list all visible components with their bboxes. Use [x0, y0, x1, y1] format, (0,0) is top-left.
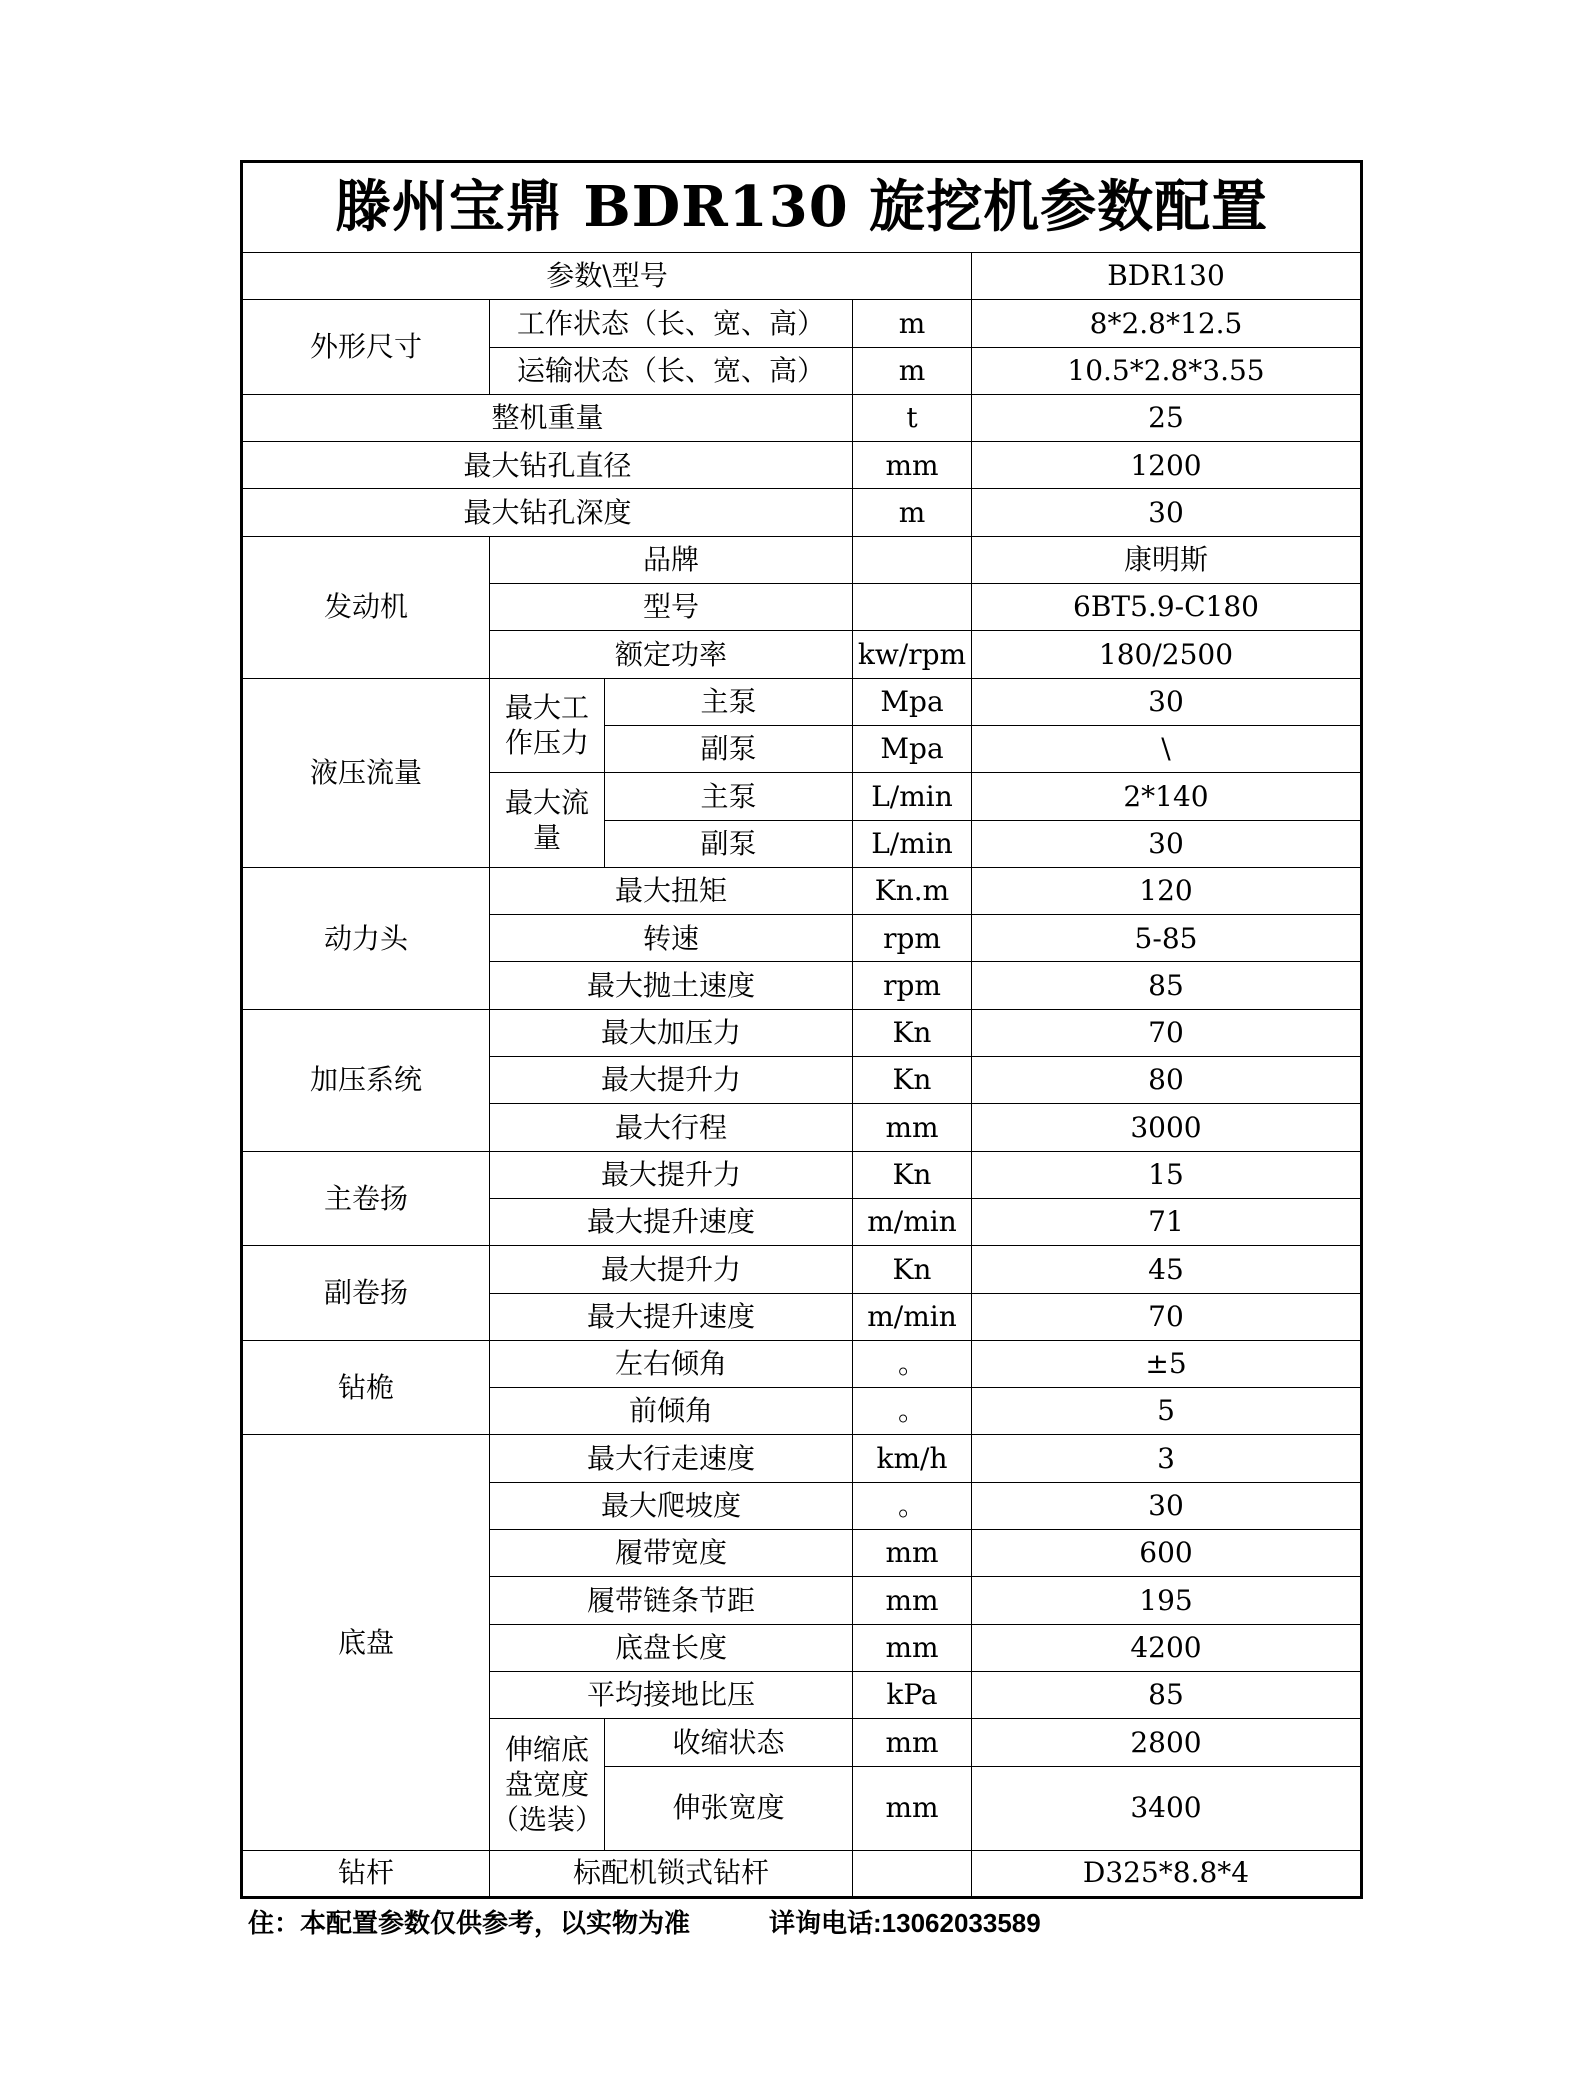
param-name: 最大行程: [490, 1104, 853, 1151]
param-value: 80: [972, 1057, 1362, 1104]
spec-table: [240, 160, 1363, 1899]
param-unit: Kn: [853, 1246, 972, 1293]
footer: [248, 1903, 1348, 1939]
param-unit: kw/rpm: [853, 631, 972, 678]
param-name: 副泵: [605, 725, 853, 772]
param-unit: L/min: [853, 773, 972, 820]
param-name: 最大钻孔直径: [242, 442, 853, 489]
param-value: 3: [972, 1435, 1362, 1482]
param-unit: 。: [853, 1388, 972, 1435]
param-name: 最大抛土速度: [490, 962, 853, 1009]
category-aux-winch: 副卷扬: [242, 1246, 490, 1341]
page-title: 滕州宝鼎 BDR130 旋挖机参数配置: [242, 162, 1362, 253]
param-name: 主泵: [605, 773, 853, 820]
footer-contact: 详询电话:13062033589: [769, 1908, 1041, 1938]
param-value: 3400: [972, 1766, 1362, 1850]
param-value: 30: [972, 1482, 1362, 1529]
param-value: 8*2.8*12.5: [972, 300, 1362, 347]
param-value: 70: [972, 1009, 1362, 1056]
param-name: 副泵: [605, 820, 853, 867]
param-unit: m/min: [853, 1198, 972, 1245]
param-value: ±5: [972, 1340, 1362, 1387]
param-name: 最大加压力: [490, 1009, 853, 1056]
table-row: [242, 1246, 1362, 1293]
param-unit: 。: [853, 1482, 972, 1529]
param-unit: rpm: [853, 962, 972, 1009]
category-power-head: 动力头: [242, 867, 490, 1009]
param-unit: [853, 1850, 972, 1897]
param-unit: [853, 584, 972, 631]
category-chassis: 底盘: [242, 1435, 490, 1850]
table-row: [242, 489, 1362, 536]
param-unit: mm: [853, 1624, 972, 1671]
table-row: [242, 1435, 1362, 1482]
param-value: 71: [972, 1198, 1362, 1245]
table-row: [242, 300, 1362, 347]
param-name: 履带链条节距: [490, 1577, 853, 1624]
param-unit: Mpa: [853, 678, 972, 725]
param-unit: mm: [853, 1719, 972, 1766]
param-value: 30: [972, 489, 1362, 536]
param-unit: kPa: [853, 1671, 972, 1718]
param-name: 运输状态（长、宽、高）: [490, 347, 853, 394]
param-name: 标配机锁式钻杆: [490, 1850, 853, 1897]
param-unit: mm: [853, 1530, 972, 1577]
param-unit: mm: [853, 442, 972, 489]
param-unit: m: [853, 347, 972, 394]
subcategory-max-flow: 最大流 量: [490, 773, 605, 868]
param-value: 2800: [972, 1719, 1362, 1766]
param-unit: Kn: [853, 1151, 972, 1198]
param-name: 最大扭矩: [490, 867, 853, 914]
param-name: 最大行走速度: [490, 1435, 853, 1482]
param-model-header: 参数\型号: [242, 253, 972, 300]
param-value: 85: [972, 962, 1362, 1009]
param-name: 整机重量: [242, 394, 853, 441]
footer-note: 住：本配置参数仅供参考，以实物为准: [248, 1909, 691, 1939]
param-value: 195: [972, 1577, 1362, 1624]
category-mast: 钻桅: [242, 1340, 490, 1435]
param-value: D325*8.8*4: [972, 1850, 1362, 1897]
table-row: [242, 1009, 1362, 1056]
param-name: 主泵: [605, 678, 853, 725]
param-name: 额定功率: [490, 631, 853, 678]
param-value: 45: [972, 1246, 1362, 1293]
param-value: 3000: [972, 1104, 1362, 1151]
param-value: 25: [972, 394, 1362, 441]
param-value: 4200: [972, 1624, 1362, 1671]
category-hydraulic: 液压流量: [242, 678, 490, 867]
param-name: 型号: [490, 584, 853, 631]
param-name: 最大提升速度: [490, 1293, 853, 1340]
param-value: 康明斯: [972, 536, 1362, 583]
subcategory-max-working-pressure: 最大工 作压力: [490, 678, 605, 773]
table-row: [242, 1340, 1362, 1387]
param-unit: L/min: [853, 820, 972, 867]
param-name: 最大提升力: [490, 1246, 853, 1293]
model-header: BDR130: [972, 253, 1362, 300]
table-row: [242, 678, 1362, 725]
param-value: 1200: [972, 442, 1362, 489]
param-name: 最大提升力: [490, 1151, 853, 1198]
param-value: 30: [972, 820, 1362, 867]
param-unit: m: [853, 300, 972, 347]
param-name: 最大爬坡度: [490, 1482, 853, 1529]
param-unit: Kn.m: [853, 867, 972, 914]
param-value: 10.5*2.8*3.55: [972, 347, 1362, 394]
table-row: [242, 867, 1362, 914]
title-row: [242, 162, 1362, 253]
param-value: 180/2500: [972, 631, 1362, 678]
param-name: 履带宽度: [490, 1530, 853, 1577]
param-value: 2*140: [972, 773, 1362, 820]
param-unit: [853, 536, 972, 583]
param-value: 600: [972, 1530, 1362, 1577]
param-unit: mm: [853, 1577, 972, 1624]
table-row: [242, 536, 1362, 583]
param-name: 收缩状态: [605, 1719, 853, 1766]
param-name: 前倾角: [490, 1388, 853, 1435]
param-value: 30: [972, 678, 1362, 725]
param-unit: t: [853, 394, 972, 441]
param-value: 6BT5.9-C180: [972, 584, 1362, 631]
param-value: \: [972, 725, 1362, 772]
param-unit: mm: [853, 1766, 972, 1850]
param-value: 5: [972, 1388, 1362, 1435]
param-value: 85: [972, 1671, 1362, 1718]
param-value: 15: [972, 1151, 1362, 1198]
category-dimensions: 外形尺寸: [242, 300, 490, 395]
param-unit: Kn: [853, 1057, 972, 1104]
category-crowd-system: 加压系统: [242, 1009, 490, 1151]
param-unit: km/h: [853, 1435, 972, 1482]
param-unit: Mpa: [853, 725, 972, 772]
param-value: 120: [972, 867, 1362, 914]
param-name: 最大提升力: [490, 1057, 853, 1104]
param-unit: m/min: [853, 1293, 972, 1340]
param-value: 5-85: [972, 915, 1362, 962]
param-name: 工作状态（长、宽、高）: [490, 300, 853, 347]
table-row: [242, 1151, 1362, 1198]
category-drill-pipe: 钻杆: [242, 1850, 490, 1897]
param-unit: mm: [853, 1104, 972, 1151]
category-engine: 发动机: [242, 536, 490, 678]
param-unit: Kn: [853, 1009, 972, 1056]
param-value: 70: [972, 1293, 1362, 1340]
table-row: [242, 1850, 1362, 1897]
param-name: 平均接地比压: [490, 1671, 853, 1718]
param-name: 最大钻孔深度: [242, 489, 853, 536]
param-unit: m: [853, 489, 972, 536]
table-row: [242, 394, 1362, 441]
param-name: 品牌: [490, 536, 853, 583]
param-unit: 。: [853, 1340, 972, 1387]
param-name: 左右倾角: [490, 1340, 853, 1387]
header-row: [242, 253, 1362, 300]
table-row: [242, 442, 1362, 489]
param-name: 最大提升速度: [490, 1198, 853, 1245]
param-unit: rpm: [853, 915, 972, 962]
param-name: 伸张宽度: [605, 1766, 853, 1850]
param-name: 转速: [490, 915, 853, 962]
param-name: 底盘长度: [490, 1624, 853, 1671]
category-main-winch: 主卷扬: [242, 1151, 490, 1246]
subcategory-telescopic-chassis: 伸缩底 盘宽度 （选装）: [490, 1719, 605, 1850]
